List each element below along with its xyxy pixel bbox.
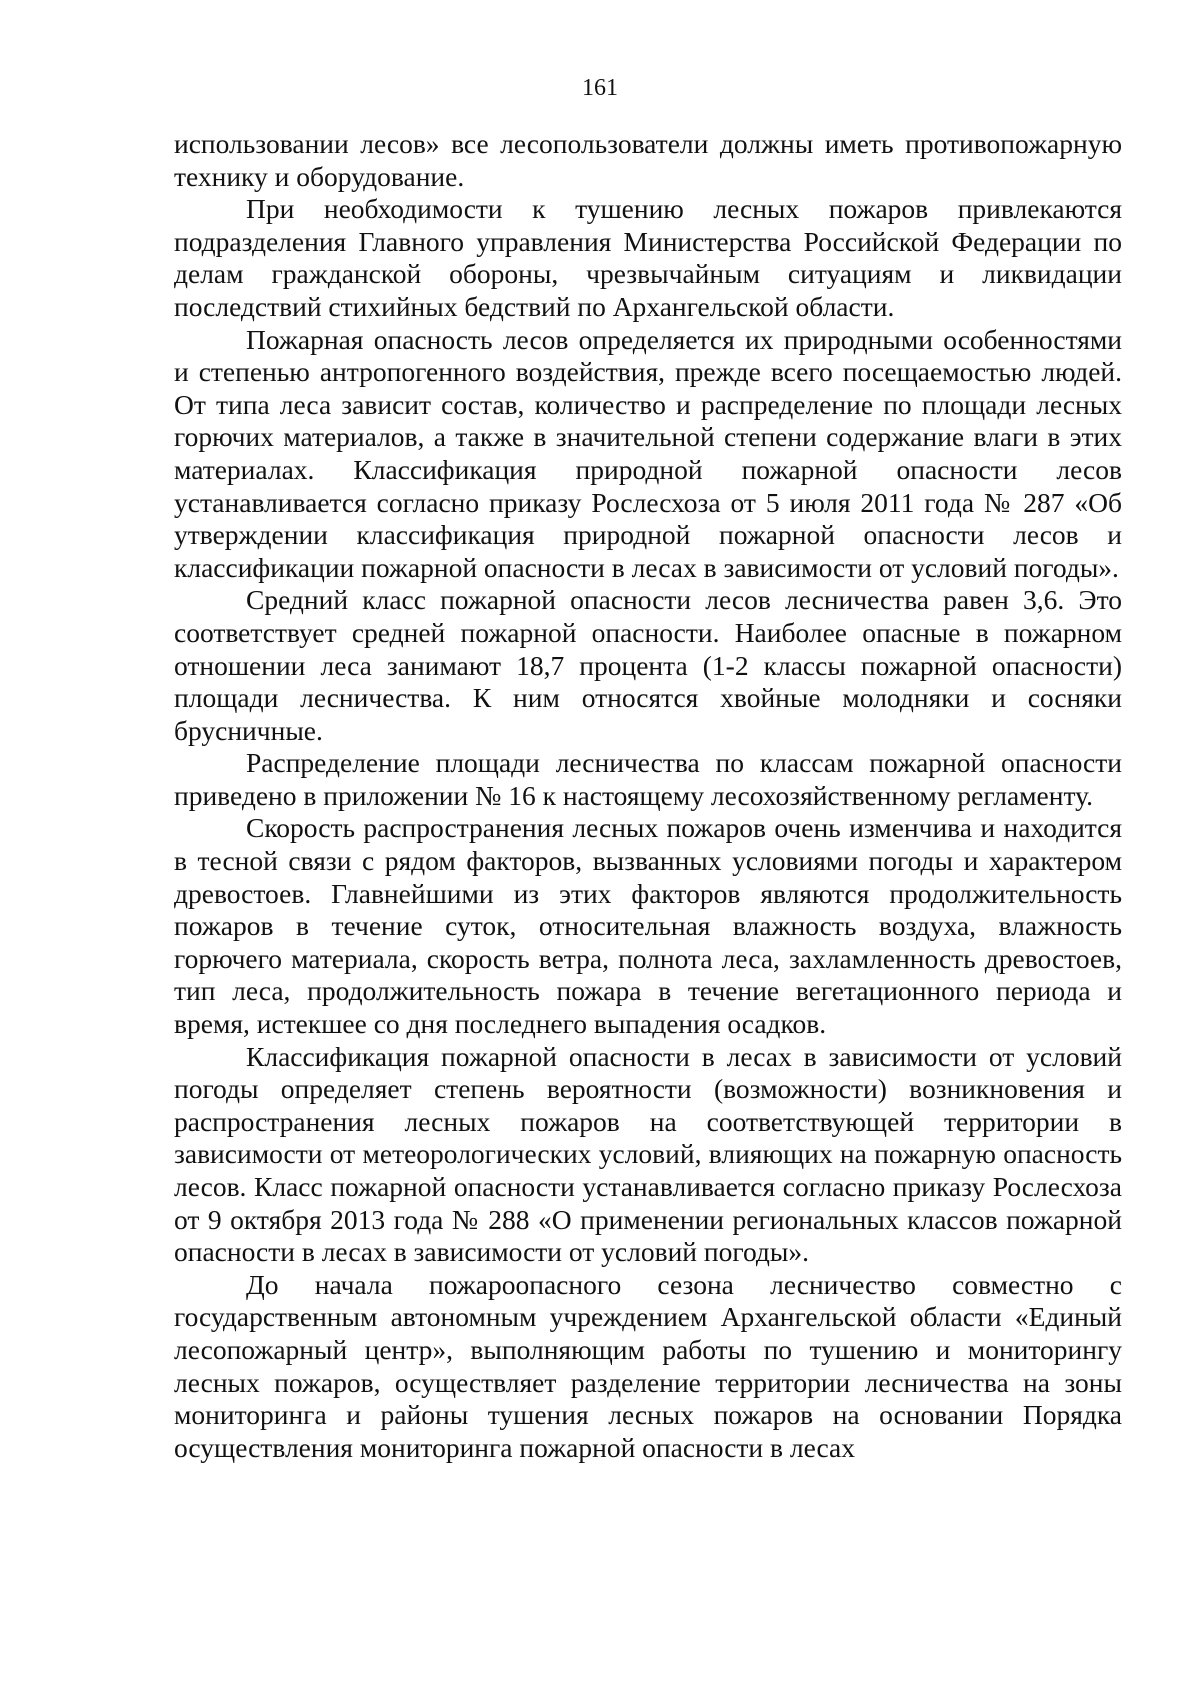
paragraph-fire-spread-speed: Скорость распространения лесных пожаров очень изменчива и находится в тесной связи с рядом факторов, вызванных условиями погоды и характером древостоев. Главнейшими из этих факторов являются продолжительность пожаров в течение суток, относительная влажность воздуха, влажность горючего материала, скорость ветра, полнота леса, захламленность древостоев, тип леса, продолжительность пожара в течение вегетационного периода и время, истекшее со дня последнего выпадения осадков.: [174, 812, 1122, 1040]
paragraph-average-fire-class: Средний класс пожарной опасности лесов лесничества равен 3,6. Это соответствует средней пожарной опасности. Наиболее опасные в пожарном отношении леса занимают 18,7 процента (1-2 классы пожарной опасности) площади лесничества. К ним относятся хвойные молодняки и сосняки брусничные.: [174, 584, 1122, 746]
paragraph-continuation: использовании лесов» все лесопользователи должны иметь противопожарную технику и оборудование.: [174, 128, 1122, 192]
paragraph-monitoring-zones: До начала пожароопасного сезона лесничество совместно с государственным автономным учреждением Архангельской области «Единый лесопожарный центр», выполняющим работы по тушению и мониторингу лесных пожаров, осуществляет разделение территории лесничества на зоны мониторинга и районы тушения лесных пожаров на основании Порядка осуществления мониторинга пожарной опасности в лесах: [174, 1268, 1122, 1463]
paragraph-fire-suppression-units: При необходимости к тушению лесных пожаров привлекаются подразделения Главного управления Министерства Российской Федерации по делам гражданской обороны, чрезвычайным ситуациям и ликвидации последствий стихийных бедствий по Архангельской области.: [174, 193, 1122, 322]
page-number: 161: [582, 75, 618, 101]
paragraph-fire-danger-factors: Пожарная опасность лесов определяется их природными особенностями и степенью антропогенного воздействия, прежде всего посещаемостью людей. От типа леса зависит состав, количество и распределение по площади лесных горючих материалов, а также в значительной степени содержание влаги в этих материалах. Классификация природной пожарной опасности лесов устанавливается согласно приказу Рослесхоза от 5 июля 2011 года № 287 «Об утверждении классификация природной пожарной опасности лесов и классификации пожарной опасности в лесах в зависимости от условий погоды».: [174, 323, 1122, 583]
paragraph-class-distribution: Распределение площади лесничества по классам пожарной опасности приведено в приложении № 16 к настоящему лесохозяйственному регламенту.: [174, 747, 1122, 811]
document-body: [174, 128, 1122, 1464]
paragraph-weather-classification: Классификация пожарной опасности в лесах в зависимости от условий погоды определяет степень вероятности (возможности) возникновения и распространения лесных пожаров на соответствующей территории в зависимости от метеорологических условий, влияющих на пожарную опасность лесов. Класс пожарной опасности устанавливается согласно приказу Рослесхоза от 9 октября 2013 года № 288 «О применении региональных классов пожарной опасности в лесах в зависимости от условий погоды».: [174, 1040, 1122, 1268]
